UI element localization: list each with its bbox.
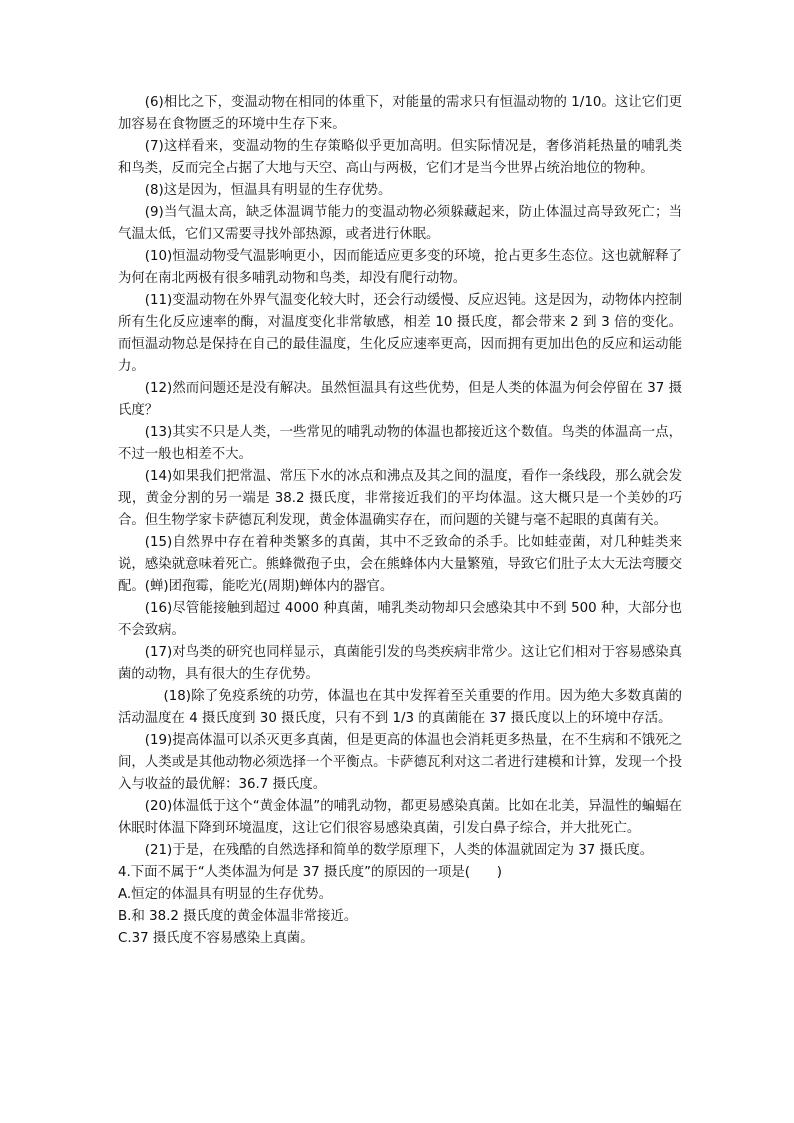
- paragraph-18: (18)除了免疫系统的功劳，体温也在其中发挥着至关重要的作用。因为绝大多数真菌的活动温度在 4 摄氏度到 30 摄氏度，只有不到 1/3 的真菌能在 37 摄氏度以上的环境中存活。: [118, 689, 682, 726]
- paragraph-6: (6)相比之下，变温动物在相同的体重下，对能量的需求只有恒温动物的 1/10。这让它们更加容易在食物匮乏的环境中生存下来。: [118, 95, 682, 132]
- paragraph-9: (9)当气温太高，缺乏体温调节能力的变温动物必须躲藏起来，防止体温过高导致死亡；当气温太低，它们又需要寻找外部热源，或者进行休眠。: [118, 205, 682, 242]
- paragraph-14: (14)如果我们把常温、常压下水的冰点和沸点及其之间的温度，看作一条线段，那么就会发现，黄金分割的另一端是 38.2 摄氏度，非常接近我们的平均体温。这大概只是一个美妙的巧合。但生物学家卡萨德瓦利发现，黄金体温确实存在，而问题的关键与毫不起眼的真菌有关。: [118, 469, 682, 528]
- option-c: C.37 摄氏度不容易感染上真菌。: [118, 931, 314, 946]
- paragraph-10: (10)恒温动物受气温影响更小，因而能适应更多变的环境，抢占更多生态位。这也就解释了为何在南北两极有很多哺乳动物和鸟类，却没有爬行动物。: [118, 249, 682, 286]
- paragraph-20: (20)体温低于这个“黄金体温”的哺乳动物，都更易感染真菌。比如在北美，异温性的蝙蝠在休眠时体温下降到环境温度，这让它们很容易感染真菌，引发白鼻子综合，并大批死亡。: [118, 799, 682, 836]
- document-page: [118, 92, 682, 950]
- option-a: A.恒定的体温具有明显的生存优势。: [118, 887, 333, 902]
- paragraph-16: (16)尽管能接触到超过 4000 种真菌，哺乳类动物却只会感染其中不到 500 种，大部分也不会致病。: [118, 601, 682, 638]
- paragraph-21: (21)于是，在残酷的自然选择和简单的数学原理下，人类的体温就固定为 37 摄氏度。: [144, 843, 654, 858]
- paragraph-7: (7)这样看来，变温动物的生存策略似乎更加高明。但实际情况是，奢侈消耗热量的哺乳类和鸟类，反而完全占据了大地与天空、高山与两极，它们才是当今世界占统治地位的物种。: [118, 139, 682, 176]
- question-stem: 4.下面不属于“人类体温为何是 37 摄氏度”的原因的一项是( ): [118, 865, 503, 880]
- paragraph-12: (12)然而问题还是没有解决。虽然恒温具有这些优势，但是人类的体温为何会停留在 37 摄氏度？: [118, 381, 682, 418]
- paragraph-19: (19)提高体温可以杀灭更多真菌，但是更高的体温也会消耗更多热量，在不生病和不饿死之间，人类或是其他动物必须选择一个平衡点。卡萨德瓦利对这二者进行建模和计算，发现一个投入与收益的最优解：36.7 摄氏度。: [118, 733, 682, 792]
- paragraph-15: (15)自然界中存在着种类繁多的真菌，其中不乏致命的杀手。比如蛙壶菌，对几种蛙类来说，感染就意味着死亡。熊蜂微孢子虫，会在熊蜂体内大量繁殖，导致它们肚子太大无法弯腰交配。(蝉)团孢霉，能吃光(周期)蝉体内的器官。: [118, 535, 682, 594]
- paragraph-8: (8)这是因为，恒温具有明显的生存优势。: [144, 183, 392, 198]
- option-b: B.和 38.2 摄氏度的黄金体温非常接近。: [118, 909, 358, 924]
- paragraph-11: (11)变温动物在外界气温变化较大时，还会行动缓慢、反应迟钝。这是因为，动物体内控制所有生化反应速率的酶，对温度变化非常敏感，相差 10 摄氏度，都会带来 2 到 3 倍的变化。而恒温动物总是保持在自己的最佳温度，生化反应速率更高，因而拥有更加出色的反应和运动能力。: [118, 293, 682, 374]
- paragraph-17: (17)对鸟类的研究也同样显示，真菌能引发的鸟类疾病非常少。这让它们相对于容易感染真菌的动物，具有很大的生存优势。: [118, 645, 682, 682]
- paragraph-13: (13)其实不只是人类，一些常见的哺乳动物的体温也都接近这个数值。鸟类的体温高一点，不过一般也相差不大。: [118, 425, 682, 462]
